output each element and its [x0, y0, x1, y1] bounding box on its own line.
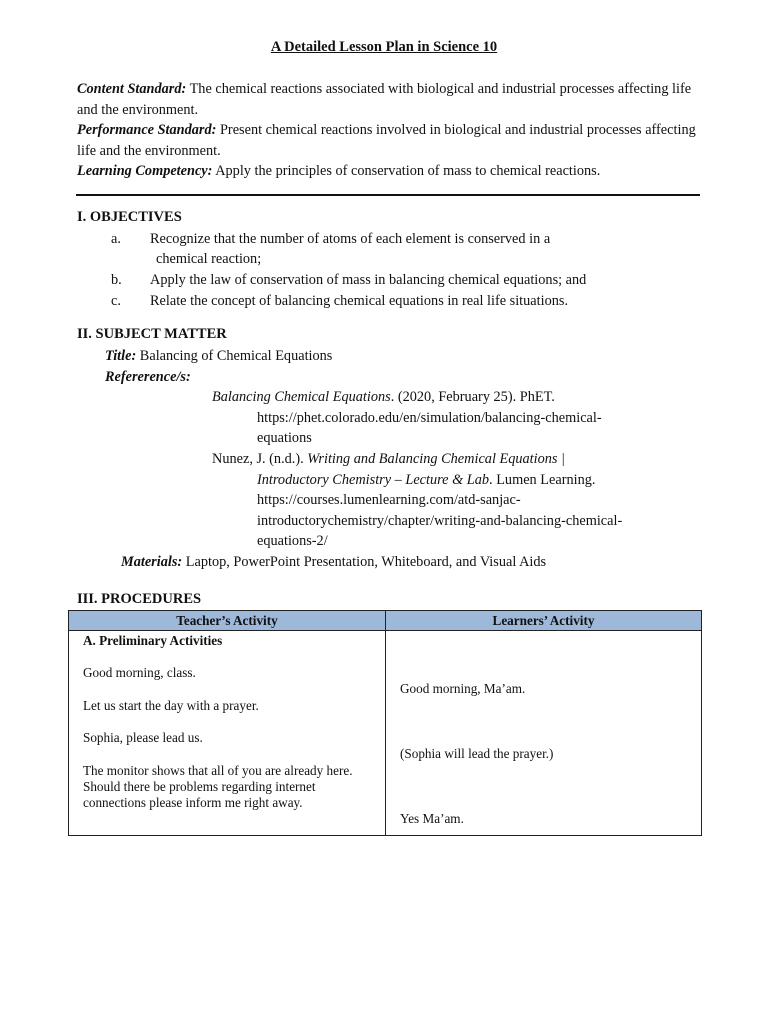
reference-lumen-rest: . Lumen Learning.	[489, 471, 596, 488]
reference-phet-url-2: equations	[257, 430, 312, 447]
performance-standard-label: Performance Standard:	[77, 122, 217, 139]
subject-matter-heading: II. SUBJECT MATTER	[77, 326, 227, 342]
subject-title	[105, 346, 332, 367]
content-standard-label: Content Standard:	[77, 81, 187, 97]
performance-standard	[77, 120, 707, 161]
teacher-line-connections: connections please inform me right away.	[83, 795, 303, 810]
objective-text: Apply the law of conservation of mass in balancing chemical equations; and	[150, 272, 587, 288]
learning-competency-label: Learning Competency:	[77, 163, 213, 180]
materials-label: Materials:	[121, 554, 183, 570]
teacher-activity-cell	[69, 631, 386, 836]
reference-lumen-url-1: https://courses.lumenlearning.com/atd-sanjac-	[257, 492, 521, 509]
objective-letter: b.	[111, 272, 122, 288]
teacher-line-lead: Sophia, please lead us.	[83, 730, 203, 745]
reference-phet	[212, 387, 652, 449]
learning-competency-text: Apply the principles of conservation of mass to chemical reactions.	[212, 163, 601, 180]
references-label	[105, 367, 191, 388]
objective-text-cont: chemical reaction;	[156, 251, 262, 267]
procedures-heading: III. PROCEDURES	[77, 591, 202, 607]
content-standard-text: The chemical reactions associated with biological and industrial processes affecting life and the environment.	[77, 81, 692, 118]
objectives-heading: I. OBJECTIVES	[77, 209, 182, 225]
reference-lumen-url-3: equations-2/	[257, 533, 328, 550]
learners-activity-header: Learners’ Activity	[386, 611, 702, 631]
learning-competency	[77, 161, 707, 182]
reference-phet-rest: . (2020, February 25). PhET.	[390, 389, 555, 405]
procedures-table	[68, 610, 702, 836]
content-standard	[77, 79, 707, 120]
standards-block	[77, 79, 707, 182]
reference-phet-url-1: https://phet.colorado.edu/en/simulation/balancing-chemical-	[257, 409, 602, 426]
learners-activity-cell	[386, 631, 702, 836]
subject-title-label: Title:	[105, 348, 137, 364]
reference-lumen	[212, 449, 652, 552]
table-row	[69, 631, 702, 836]
subject-title-value: Balancing of Chemical Equations	[136, 348, 333, 364]
section-divider	[76, 194, 700, 196]
teacher-activity-header: Teacher’s Activity	[69, 611, 386, 631]
objective-text: Relate the concept of balancing chemical equations in real life situations.	[150, 293, 569, 309]
reference-lumen-url-2: introductorychemistry/chapter/writing-and-balancing-chemical-	[257, 512, 623, 529]
teacher-line-problems: Should there be problems regarding internet	[83, 779, 316, 794]
reference-lumen-author: Nunez, J. (n.d.).	[212, 451, 308, 467]
table-header-row	[69, 611, 702, 631]
teacher-line-monitor: The monitor shows that all of you are already here.	[83, 763, 353, 778]
preliminary-activities-heading: A. Preliminary Activities	[83, 633, 223, 648]
objective-text: Recognize that the number of atoms of each element is conserved in a	[150, 231, 551, 247]
objective-letter: a.	[111, 231, 121, 247]
reference-lumen-title-1: Writing and Balancing Chemical Equations |	[307, 451, 565, 467]
learner-line-greeting: Good morning, Ma’am.	[400, 681, 526, 696]
reference-lumen-title-2: Introductory Chemistry – Lecture & Lab	[257, 471, 490, 488]
learner-line-prayer: (Sophia will lead the prayer.)	[400, 746, 554, 761]
materials	[121, 552, 546, 573]
materials-value: Laptop, PowerPoint Presentation, Whiteboard, and Visual Aids	[182, 554, 547, 570]
learner-line-yes: Yes Ma’am.	[400, 811, 464, 826]
references-label-text: Refererence/s:	[105, 369, 191, 385]
document-title: A Detailed Lesson Plan in Science 10	[270, 39, 498, 55]
teacher-line-greeting: Good morning, class.	[83, 665, 196, 680]
performance-standard-text: Present chemical reactions involved in biological and industrial processes affecting life and the environment.	[77, 122, 696, 159]
teacher-line-prayer: Let us start the day with a prayer.	[83, 698, 259, 713]
objective-letter: c.	[111, 293, 121, 309]
reference-phet-title: Balancing Chemical Equations	[212, 389, 391, 405]
